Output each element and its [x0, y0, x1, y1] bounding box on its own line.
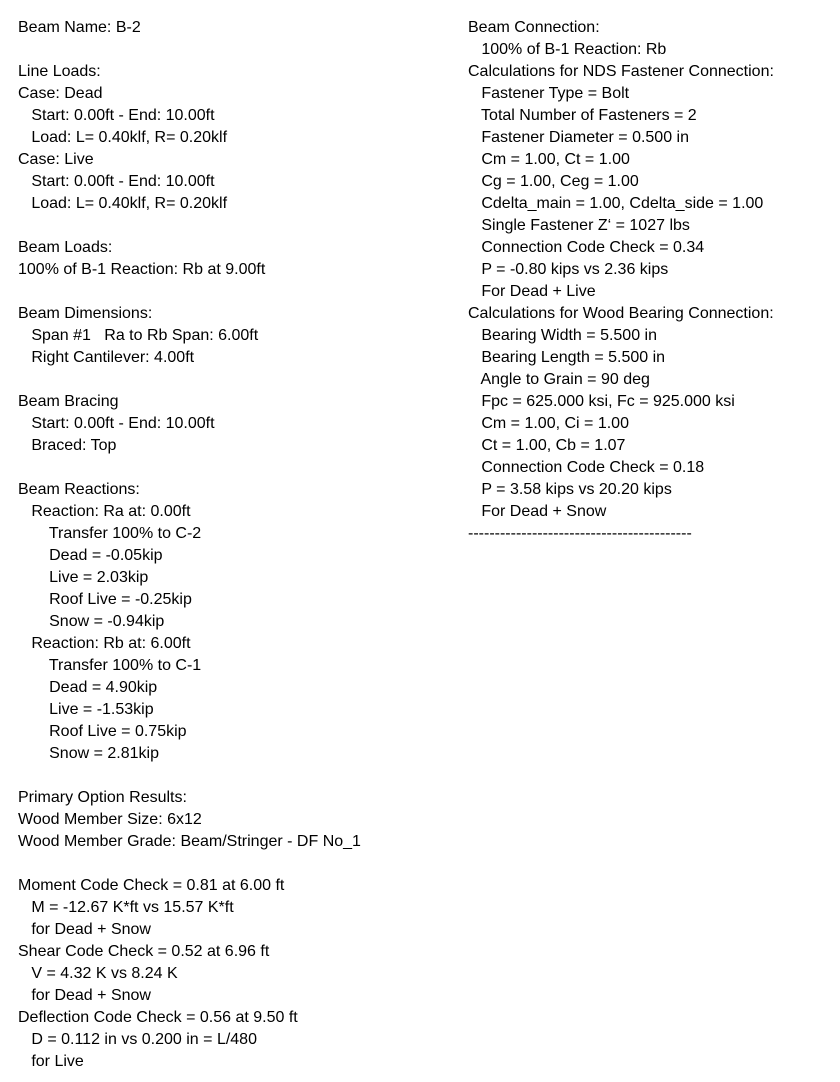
report-line: for Dead + Snow [18, 987, 151, 1004]
report-line: 100% of B-1 Reaction: Rb at 9.00ft [18, 261, 266, 278]
report-line: Total Number of Fasteners = 2 [468, 107, 697, 124]
report-line: Transfer 100% to C-2 [18, 525, 202, 542]
report-line: for Dead + Snow [18, 921, 151, 938]
report-line: Fpc = 625.000 ksi, Fc = 925.000 ksi [468, 393, 735, 410]
report-line: Ct = 1.00, Cb = 1.07 [468, 437, 626, 454]
report-line [18, 765, 361, 787]
report-line: Load: L= 0.40klf, R= 0.20klf [18, 129, 228, 146]
report-line: Primary Option Results: [18, 789, 187, 806]
report-line: Roof Live = -0.25kip [18, 591, 192, 608]
report-line: Load: L= 0.40klf, R= 0.20klf [18, 195, 228, 212]
report-line: Moment Code Check = 0.81 at 6.00 ft [18, 877, 285, 894]
report-line: Snow = -0.94kip [18, 613, 165, 630]
report-line: Line Loads: [18, 63, 101, 80]
report-line: Fastener Type = Bolt [468, 85, 630, 102]
beam-report-right-column [468, 17, 774, 545]
report-line: Angle to Grain = 90 deg [468, 371, 650, 388]
beam-report-left-column [18, 17, 361, 1073]
report-line: Calculations for Wood Bearing Connection: [468, 305, 774, 322]
report-line: Bearing Width = 5.500 in [468, 327, 657, 344]
report-line: Single Fastener Z‘ = 1027 lbs [468, 217, 690, 234]
report-line: Case: Dead [18, 85, 103, 102]
report-line: P = 3.58 kips vs 20.20 kips [468, 481, 672, 498]
report-line: Start: 0.00ft - End: 10.00ft [18, 173, 215, 190]
report-line: Beam Reactions: [18, 481, 140, 498]
report-line: Beam Bracing [18, 393, 119, 410]
report-line: Reaction: Ra at: 0.00ft [18, 503, 191, 520]
report-line: for Live [18, 1053, 84, 1070]
report-line: Braced: Top [18, 437, 117, 454]
report-line: Connection Code Check = 0.34 [468, 239, 705, 256]
report-line: Live = 2.03kip [18, 569, 149, 586]
report-line: ------------------------------------------ [468, 525, 692, 542]
report-line [18, 457, 361, 479]
report-line: Deflection Code Check = 0.56 at 9.50 ft [18, 1009, 298, 1026]
report-line: Cm = 1.00, Ci = 1.00 [468, 415, 629, 432]
report-line: Beam Dimensions: [18, 305, 153, 322]
report-line: Case: Live [18, 151, 94, 168]
report-line: Transfer 100% to C-1 [18, 657, 202, 674]
report-line: V = 4.32 K vs 8.24 K [18, 965, 178, 982]
report-line: Dead = 4.90kip [18, 679, 158, 696]
report-line: Snow = 2.81kip [18, 745, 159, 762]
report-line: Wood Member Size: 6x12 [18, 811, 202, 828]
report-line: Start: 0.00ft - End: 10.00ft [18, 415, 215, 432]
report-line [18, 281, 361, 303]
report-line: Reaction: Rb at: 6.00ft [18, 635, 191, 652]
report-line [18, 853, 361, 875]
report-line [18, 215, 361, 237]
report-line: Fastener Diameter = 0.500 in [468, 129, 689, 146]
report-line: D = 0.112 in vs 0.200 in = L/480 [18, 1031, 257, 1048]
report-line: Cm = 1.00, Ct = 1.00 [468, 151, 630, 168]
report-line: Beam Connection: [468, 19, 600, 36]
report-line: Cg = 1.00, Ceg = 1.00 [468, 173, 639, 190]
report-line: Calculations for NDS Fastener Connection: [468, 63, 774, 80]
report-line: 100% of B-1 Reaction: Rb [468, 41, 667, 58]
report-line: For Dead + Snow [468, 503, 607, 520]
report-line: Beam Name: B-2 [18, 19, 141, 36]
report-line: Connection Code Check = 0.18 [468, 459, 705, 476]
report-line: Beam Loads: [18, 239, 113, 256]
report-line: Bearing Length = 5.500 in [468, 349, 666, 366]
report-line: P = -0.80 kips vs 2.36 kips [468, 261, 669, 278]
report-line: Wood Member Grade: Beam/Stringer - DF No_1 [18, 833, 361, 850]
report-line: Shear Code Check = 0.52 at 6.96 ft [18, 943, 270, 960]
report-line: For Dead + Live [468, 283, 596, 300]
report-line: Cdelta_main = 1.00, Cdelta_side = 1.00 [468, 195, 764, 212]
report-line: M = -12.67 K*ft vs 15.57 K*ft [18, 899, 234, 916]
report-line: Live = -1.53kip [18, 701, 154, 718]
report-line: Roof Live = 0.75kip [18, 723, 187, 740]
report-line: Dead = -0.05kip [18, 547, 163, 564]
report-line: Right Cantilever: 4.00ft [18, 349, 195, 366]
report-line [18, 39, 361, 61]
report-line [18, 369, 361, 391]
report-line: Span #1 Ra to Rb Span: 6.00ft [18, 327, 259, 344]
report-line: Start: 0.00ft - End: 10.00ft [18, 107, 215, 124]
